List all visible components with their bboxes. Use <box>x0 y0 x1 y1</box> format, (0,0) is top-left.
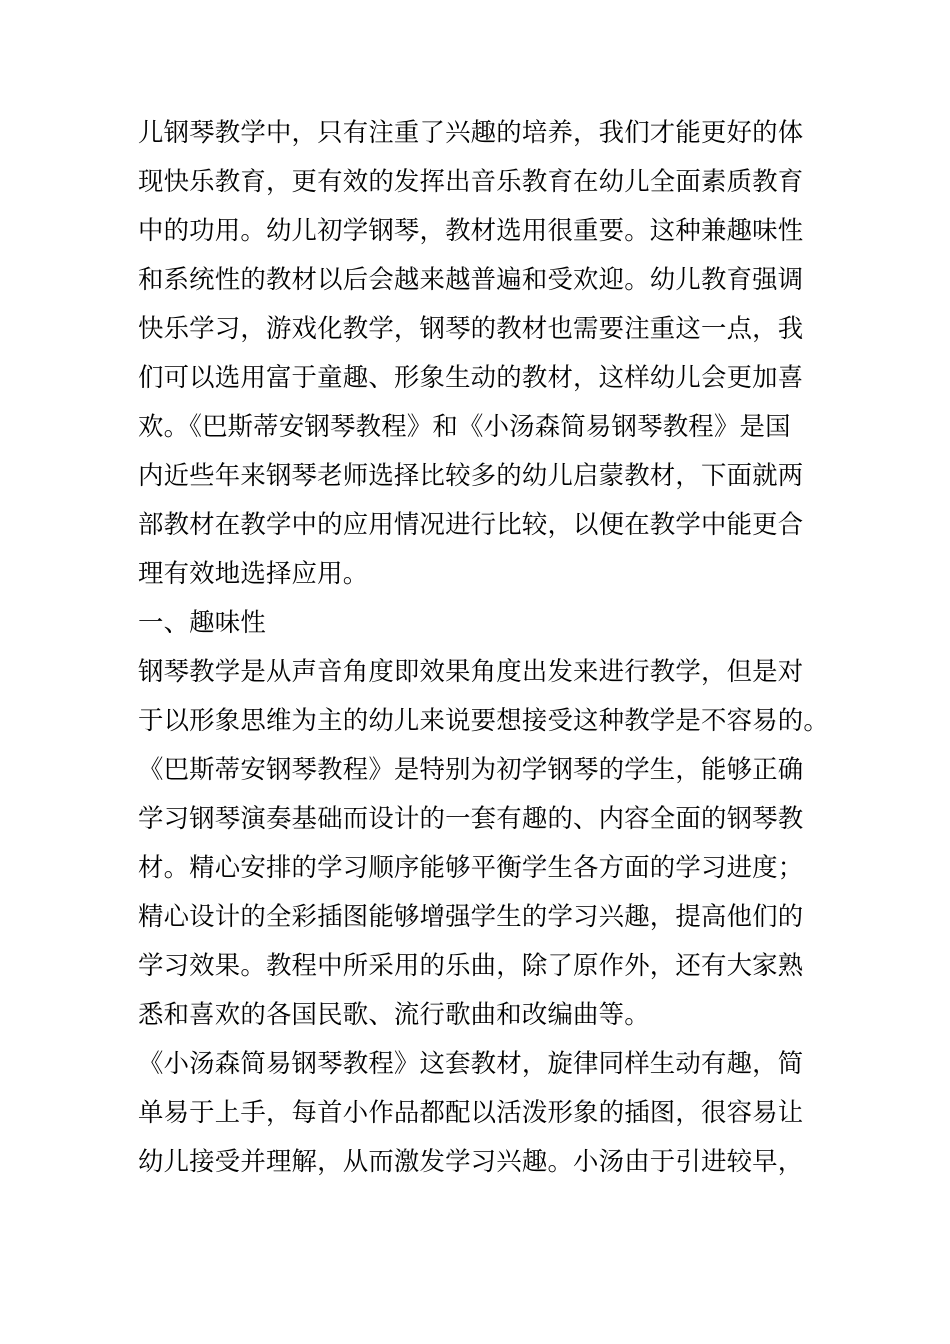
text-line: 精心设计的全彩插图能够增强学生的学习兴趣，提高他们的 <box>138 901 804 931</box>
section-heading: 一、趣味性 <box>138 607 266 637</box>
text-line: 单易于上手，每首小作品都配以活泼形象的插图，很容易让 <box>138 1097 804 1127</box>
text-line: 材。精心安排的学习顺序能够平衡学生各方面的学习进度； <box>138 852 804 882</box>
text-line: 理有效地选择应用。 <box>138 558 369 588</box>
text-line: 悉和喜欢的各国民歌、流行歌曲和改编曲等。 <box>138 999 650 1029</box>
text-line: 和系统性的教材以后会越来越普遍和受欢迎。幼儿教育强调 <box>138 264 804 294</box>
text-line: 部教材在教学中的应用情况进行比较，以便在教学中能更合 <box>138 509 804 539</box>
text-line: 儿钢琴教学中，只有注重了兴趣的培养，我们才能更好的体 <box>138 117 804 147</box>
text-line: 钢琴教学是从声音角度即效果角度出发来进行教学，但是对 <box>138 656 804 686</box>
text-line: 幼儿接受并理解，从而激发学习兴趣。小汤由于引进较早， <box>138 1146 804 1176</box>
text-line: 于以形象思维为主的幼儿来说要想接受这种教学是不容易的。 <box>138 705 829 735</box>
text-line: 现快乐教育，更有效的发挥出音乐教育在幼儿全面素质教育 <box>138 166 804 196</box>
text-line: 学习效果。教程中所采用的乐曲，除了原作外，还有大家熟 <box>138 950 804 980</box>
text-line: 《巴斯蒂安钢琴教程》是特别为初学钢琴的学生，能够正确 <box>138 754 804 784</box>
text-line: 内近些年来钢琴老师选择比较多的幼儿启蒙教材，下面就两 <box>138 460 804 490</box>
text-line: 中的功用。幼儿初学钢琴，教材选用很重要。这种兼趣味性 <box>138 215 804 245</box>
text-line: 们可以选用富于童趣、形象生动的教材，这样幼儿会更加喜 <box>138 362 804 392</box>
text-line: 欢。《巴斯蒂安钢琴教程》和《小汤森简易钢琴教程》是国 <box>138 411 791 441</box>
text-line: 快乐学习，游戏化教学，钢琴的教材也需要注重这一点，我 <box>138 313 804 343</box>
text-line: 《小汤森简易钢琴教程》这套教材，旋律同样生动有趣，简 <box>138 1048 804 1078</box>
text-line: 学习钢琴演奏基础而设计的一套有趣的、内容全面的钢琴教 <box>138 803 804 833</box>
body-text <box>138 108 829 1186</box>
